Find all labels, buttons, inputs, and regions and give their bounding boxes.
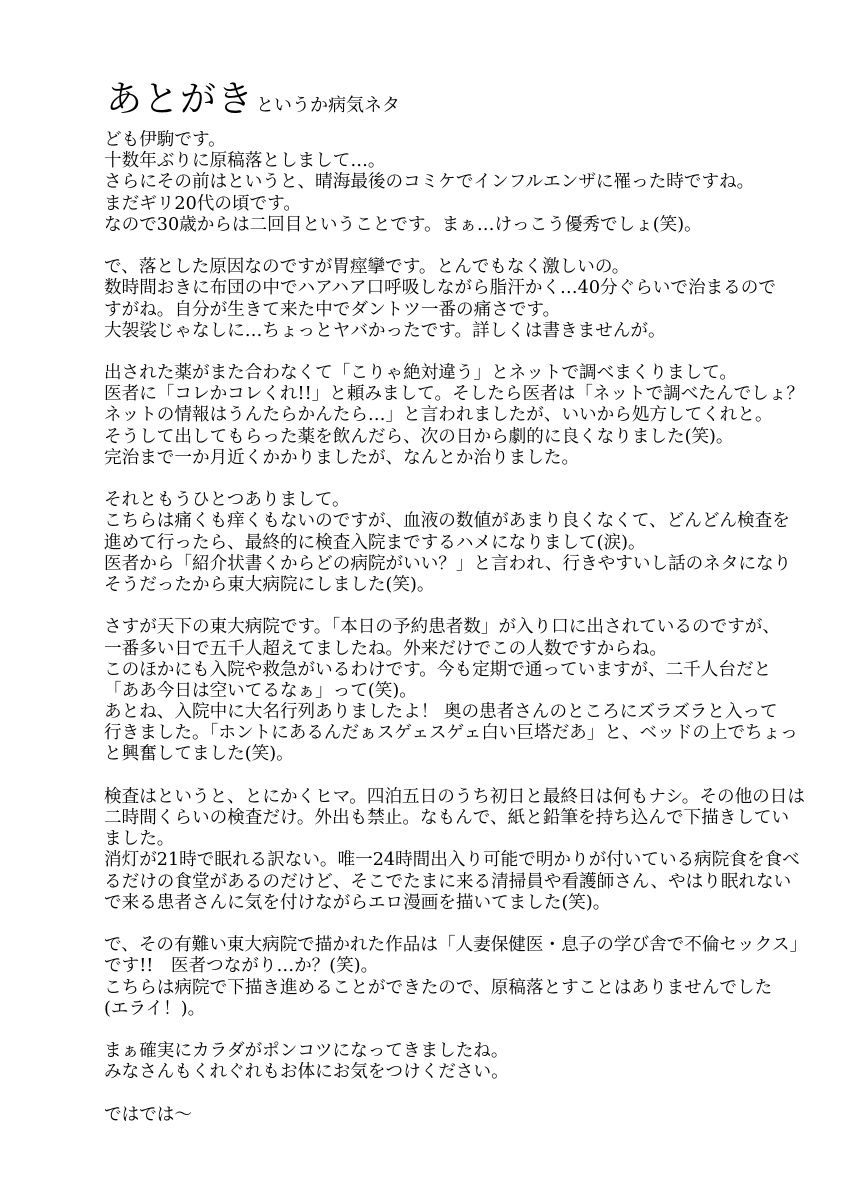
text-line: さらにその前はというと、晴海最後のコミケでインフルエンザに罹った時ですね。 [104,172,755,193]
text-line: と興奮してました(笑)。 [104,744,294,765]
text-line: このほかにも入院や救急がいるわけです。今も定期で通っていますが、二千人台だと [104,659,772,680]
afterword-title [106,79,401,120]
title-main: あとがき [106,79,255,120]
text-line: 医者から「紹介状書くからどの病院がいい？」と言われ、行きやすいし話のネタになり [104,553,792,574]
text-line: 一番多い日で五千人超えてましたね。外来だけでこの人数ですからね。 [104,638,668,659]
paragraph [104,787,804,914]
text-line: まぁ確実にカラダがポンコツになってきましたね。 [104,1041,509,1062]
text-line: 消灯が21時で眠れる訳ない。唯一24時間出入り可能で明かりが付いている病院食を食べ [104,850,800,871]
text-line: ました。 [104,829,175,850]
paragraph [104,257,804,342]
paragraph [104,363,804,469]
text-line: で来る患者さんに気を付けながらエロ漫画を描いてました(笑)。 [104,892,611,913]
text-line: 完治まで一か月近くかかりましたが、なんとか治りました。 [104,447,580,468]
text-line: 「ああ今日は空いてるなぁ」って(笑)。 [104,680,417,701]
text-line: すがね。自分が生きて来た中でダントツ一番の痛さです。 [104,299,561,320]
paragraph-gap [104,236,804,257]
text-line: です!! 医者つながり…か？(笑)。 [104,956,379,977]
text-line: 行きました。「ホントにあるんだぁスゲェスゲェ白い巨塔だあ」と、ベッドの上でちょっ [104,723,798,744]
text-line: るだけの食堂があるのだけど、そこでたまに来る清掃員や看護師さん、やはり眠れない [104,871,792,892]
text-line: まだギリ20代の頃です。 [104,193,301,214]
paragraph [104,617,804,765]
paragraph-gap [104,469,804,490]
text-line: 二時間くらいの検査だけ。外出も禁止。なもんで、紙と鉛筆を持ち込んで下描きしてい [104,808,790,828]
text-line: あとね、入院中に大名行列ありましたよ！ 奥の患者さんのところにズラズラと入って [104,702,778,723]
paragraph-gap [104,914,804,935]
text-line: ども伊駒です。 [104,130,226,150]
text-line: 検査はというと、とにかくヒマ。四泊五日のうち初日と最終日は何もナシ。その他の日は [104,786,805,807]
text-line: こちらは痛くも痒くもないのですが、血液の数値があまり良くなくて、どんどん検査を [104,511,790,532]
paragraph-gap [104,766,804,787]
paragraph [104,490,804,596]
text-line: (エライ！)。 [104,998,206,1019]
text-line: それともうひとつありまして。 [104,490,350,511]
text-line: なので30歳からは二回目ということです。まぁ…けっこう優秀でしょ(笑)。 [104,214,702,235]
paragraph-gap [104,1083,804,1104]
text-line: ネットの情報はうんたらかんたら…」と言われましたが、いいから処方してくれと。 [104,405,773,426]
text-line: で、その有難い東大病院で描かれた作品は「人妻保健医・息子の学び舎で不倫セックス」 [104,935,808,956]
text-line: みなさんもくれぐれもお体にお気をつけください。 [104,1062,509,1083]
paragraph [104,935,808,1020]
paragraph [104,1105,804,1126]
text-line: 十数年ぶりに原稿落としまして…。 [104,151,386,172]
title-subtitle: というか病気ネタ [256,95,401,116]
text-line: そうだったから東大病院にしました(笑)。 [104,574,435,595]
paragraph-gap [104,342,804,363]
text-line: で、落とした原因なのですが胃痙攣です。とんでもなく激しいの。 [104,257,630,278]
paragraph-gap [104,1020,804,1041]
text-line: 出された薬がまた合わなくて「こりゃ絶対違う」とネットで調べまくりまして。 [104,363,738,384]
text-line: こちらは病院で下描き進めることができたので、原稿落とすことはありませんでした [104,977,773,998]
text-line: 進めて行ったら、最終的に検査入院までするハメになりまして(涙)。 [104,532,646,553]
text-line: 数時間おきに布団の中でハアハア口呼吸しながら脂汗かく…40分ぐらいで治まるので [104,278,776,299]
paragraph-gap [104,596,804,617]
text-line: さすが天下の東大病院です。「本日の予約患者数」が入り口に出されているのですが、 [104,617,780,638]
afterword-body [104,130,808,1126]
text-line: そうして出してもらった薬を飲んだら、次の日から劇的に良くなりました(笑)。 [104,426,734,447]
text-line: ではでは～ [104,1104,192,1125]
paragraph [104,130,804,236]
text-line: 医者に「コレかコレくれ!!」と頼みまして。そしたら医者は「ネットで調べたんでしょ？ [104,384,804,405]
paragraph [104,1041,804,1083]
text-line: 大袈裟じゃなしに…ちょっとヤバかったです。詳しくは書きませんが。 [104,320,666,341]
